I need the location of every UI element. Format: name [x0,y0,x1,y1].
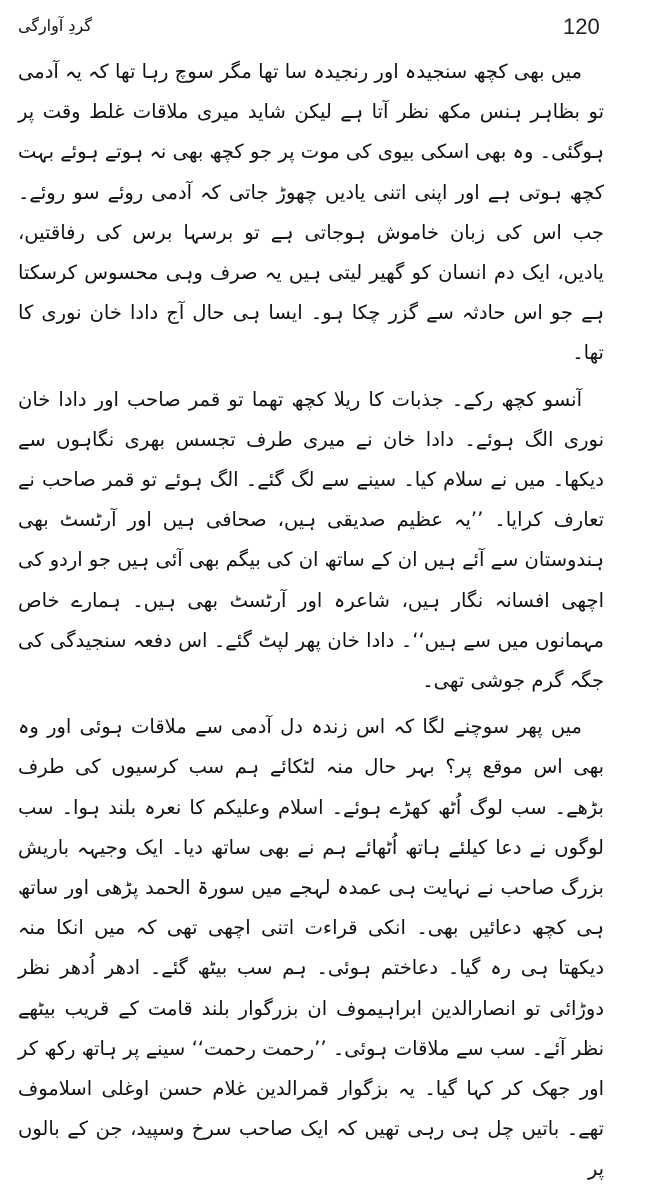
paragraph-2: آنسو کچھ رکے۔ جذبات کا ریلا کچھ تھما تو قمر صاحب اور دادا خان نوری الگ ہوئے۔ دادا خان نے میری طرف تجسس بھری نگاہوں سے دیکھا۔ میں نے سلام کیا۔ سینے سے لگ گئے۔ الگ ہوئے تو قمر صاحب نے تعارف کرایا۔ ’’یہ عظیم صدیقی ہیں، صحافی ہیں اور آرٹسٹ بھی ہندوستان سے آئے ہیں ان کے ساتھ ان کی بیگم بھی آئی ہیں جو اردو کی اچھی افسانہ نگار ہیں، شاعرہ اور آرٹسٹ بھی ہیں۔ ہمارے خاص مہمانوں میں سے ہیں‘‘۔ دادا خان پھر لپٹ گئے۔ اس دفعہ سنجیدگی کی جگہ گرم جوشی تھی۔ [18,387,604,693]
page-header [18,14,630,50]
paragraph-1: میں بھی کچھ سنجیدہ اور رنجیدہ سا تھا مگر سوچ رہا تھا کہ یہ آدمی تو بظاہر ہنس مکھ نظر آتا ہے لیکن شاید میری ملاقات غلط وقت پر ہوگئی۔ وہ بھی اسکی بیوی کی موت پر جو کچھ بھی نہ ہوتے ہوئے بہت کچھ ہوتی ہے اور اپنی اتنی یادیں چھوڑ جاتی کہ آدمی روئے سو روئے۔ جب اس کی زبان خاموش ہوجاتی ہے تو برسہا برس کی رفاقتیں، یادیں، ایک دم انسان کو گھیر لیتی ہیں یہ صرف وہی محسوس کرسکتا ہے جو اس حادثہ سے گزر چکا ہو۔ ایسا ہی حال آج دادا خان نوری کا تھا۔ [18,60,604,365]
page-number: 120 [563,14,600,39]
paragraph-3: میں پھر سوچنے لگا کہ اس زندہ دل آدمی سے ملاقات ہوئی اور وہ بھی اس موقع پر؟ بہر حال منہ لٹکائے ہم سب کرسیوں کی طرف بڑھے۔ سب لوگ اُٹھ کھڑے ہوئے۔ اسلام وعلیکم کا نعرہ بلند ہوا۔ سب لوگوں نے دعا کیلئے ہاتھ اُٹھائے ہم نے بھی ساتھ دیا۔ ایک وجیہہ باریش بزرگ صاحب نے نہایت ہی عمدہ لہجے میں سورۃ الحمد پڑھی اور ساتھ ہی کچھ دعائیں بھی۔ انکی قراءت اتنی اچھی تھی کہ میں انکا منہ دیکھتا ہی رہ گیا۔ دعاختم ہوئی۔ ہم سب بیٹھ گئے۔ ادھر اُدھر نظر دوڑائی تو انصارالدین ابراہیموف ان بزرگوار بلند قامت کے قریب بیٹھے نظر آئے۔ سب سے ملاقات ہوئی۔ ’’رحمت رحمت‘‘ سینے پر ہاتھ رکھ کر اور جھک کر کہا گیا۔ یہ بزگوار قمرالدین غلام حسن اوغلی اسلاموف تھے۔ باتیں چل ہی رہی تھیں کہ ایک صاحب سرخ وسپید، جن کے بالوں پر [18,715,604,1181]
page-body [18,52,604,1190]
book-title: گردِ آوارگی [18,16,92,35]
